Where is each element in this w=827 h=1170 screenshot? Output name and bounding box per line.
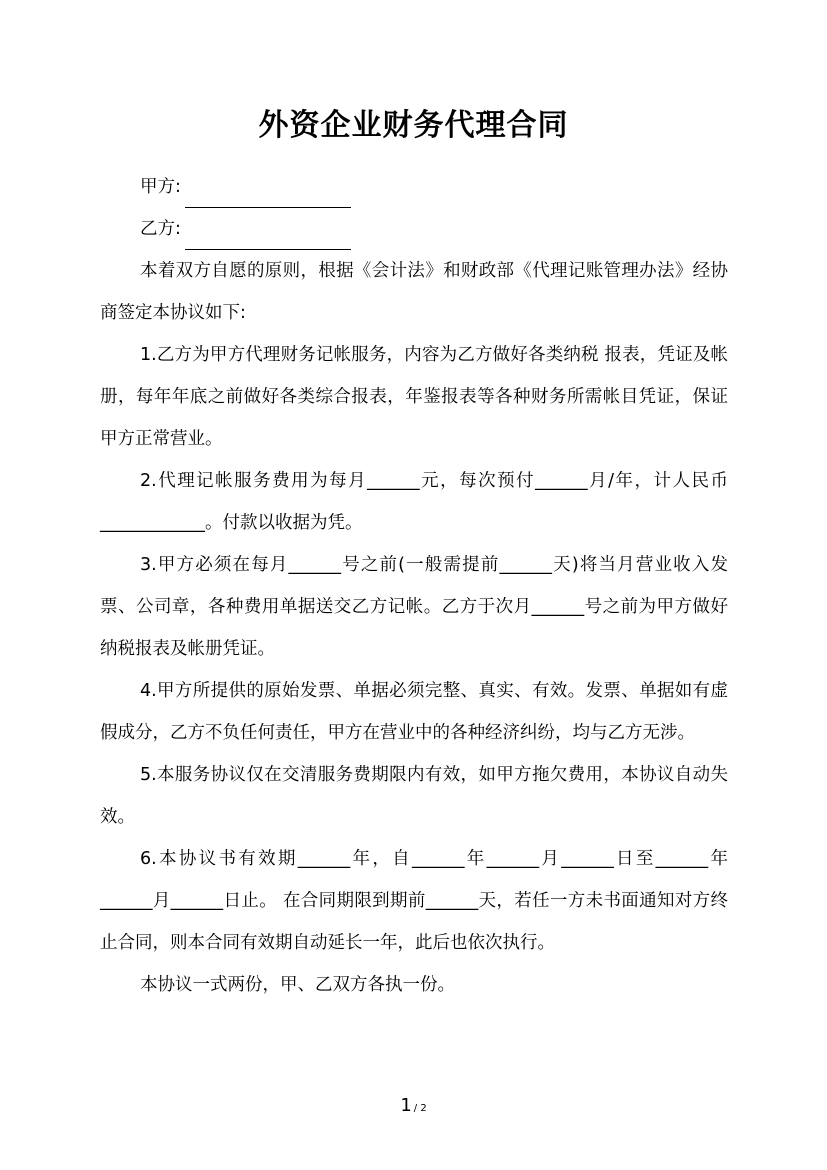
closing-paragraph: 本协议一式两份，甲、乙双方各执一份。 [140,975,455,995]
clause-1: 1.乙方为甲方代理财务记帐服务，内容为乙方做好各类纳税 报表，凭证及帐册，每年年底之前做好各类综合报表，年鉴报表等各种财务所需帐目凭证，保证甲方正常营业。 [100,345,728,449]
clause-4: 4.甲方所提供的原始发票、单据必须完整、真实、有效。发票、单据如有虚假成分，乙方不负任何责任，甲方在营业中的各种经济纠纷，均与乙方无涉。 [100,681,728,743]
page-footer [0,1094,827,1121]
clause-6: 6.本协议书有效期______年，自______年______月______日至______年______月______日止。 在合同期限到期前______天，若任一方未书面通知对方终止合同，则本合同有效期自动延长一年，此后也依次执行。 [100,849,728,953]
party-b-label: 乙方: [140,219,181,239]
clause-2: 2.代理记帐服务费用为每月______元，每次预付______月/年，计人民币____________。付款以收据为凭。 [100,471,728,533]
document-title: 外资企业财务代理合同 [258,108,569,143]
party-b-line [100,208,728,250]
document-body [100,166,728,1006]
page-number: 1 [400,1095,412,1116]
clause-3: 3.甲方必须在每月______号之前(一般需提前______天)将当月营业收入发票、公司章，各种费用单据送交乙方记帐。乙方于次月______号之前为甲方做好纳税报表及帐册凭证。 [100,555,728,659]
party-a-label: 甲方: [140,177,181,197]
preamble-paragraph: 本着双方自愿的原则，根据《会计法》和财政部《代理记账管理办法》经协商签定本协议如下: [100,261,728,323]
page-total: / 2 [413,1103,427,1114]
party-a-line [100,166,728,208]
clause-5: 5.本服务协议仅在交清服务费期限内有效，如甲方拖欠费用，本协议自动失效。 [100,765,728,827]
party-a-blank [185,177,351,208]
party-b-blank [185,219,351,250]
